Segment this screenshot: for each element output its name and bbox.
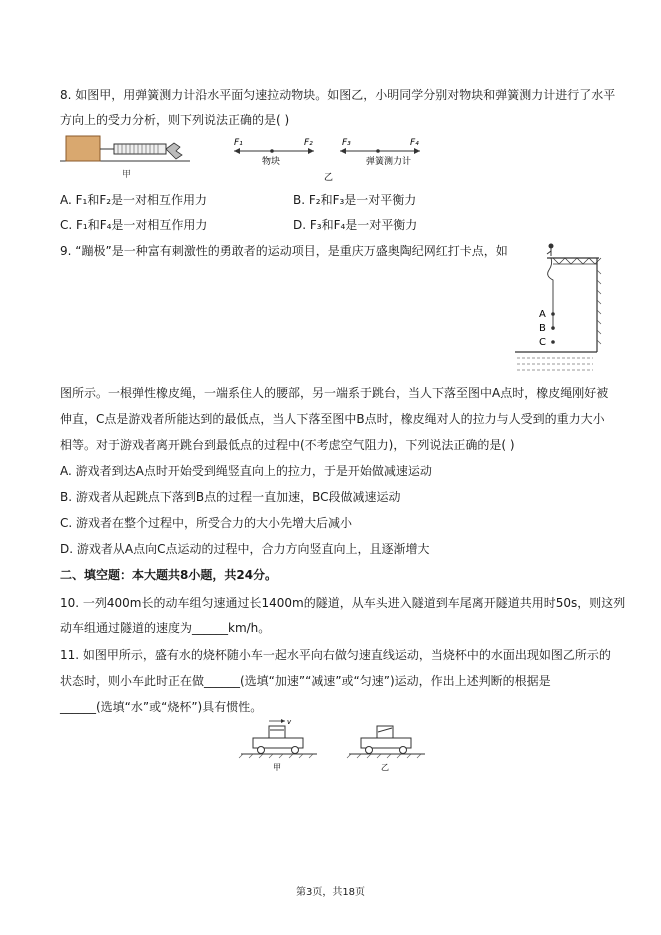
q10-line-1: 10. 一列400m长的动车组匀速通过长1400m的隧道，从车头进入隧道到车尾离开隧道共用时50s，则这列: [60, 596, 626, 610]
q9-stem-line-4: 相等。对于游戏者离开跳台到最低点的过程中(不考虑空气阻力)，下列说法正确的是( ): [60, 438, 515, 452]
force-f1-label: F₁: [234, 138, 243, 148]
fig-meter-label: 弹簧测力计: [366, 157, 412, 167]
q11-line-2: 状态时，则小车此时正在做______(选填“加速”“减速”或“匀速”)运动，作出上述判断的根据是: [60, 674, 551, 688]
page-footer: 第3页，共18页: [295, 887, 366, 898]
q9-stem-line-1: 9. “蹦极”是一种富有刺激性的勇敢者的运动项目，是重庆万盛奥陶纪网红打卡点，如: [60, 244, 508, 258]
q8-fig-jia-label: 甲: [122, 170, 132, 180]
q8-stem-line-2: 方向上的受力分析，则下列说法正确的是( ): [60, 113, 290, 127]
force-f4-label: F₄: [410, 138, 419, 148]
q9-bungee-figure: [513, 240, 603, 376]
section-2-title: 二、填空题：本大题共8小题，共24分。: [60, 568, 278, 582]
point-b-label: B: [539, 323, 546, 334]
q9-option-a: A. 游戏者到达A点时开始受到绳竖直向上的拉力，于是开始做减速运动: [60, 464, 432, 478]
q8-option-a: A. F₁和F₂是一对相互作用力: [60, 193, 208, 207]
q9-stem-line-3: 伸直，C点是游戏者所能达到的最低点，当人下落至图中B点时，橡皮绳对人的拉力与人受到的重力大小: [60, 412, 605, 426]
q10-line-2: 动车组通过隧道的速度为______km/h。: [60, 621, 271, 635]
q8-figure-yi: [230, 136, 430, 184]
q8-option-b: B. F₂和F₃是一对平衡力: [293, 193, 417, 207]
q9-stem-line-2: 图所示。一根弹性橡皮绳，一端系住人的腰部，另一端系于跳台，当人下落至图中A点时，橡皮绳刚好被: [60, 386, 609, 400]
q8-option-c: C. F₁和F₄是一对相互作用力: [60, 218, 208, 232]
q9-option-b: B. 游戏者从起跳点下落到B点的过程一直加速，BC段做减速运动: [60, 490, 401, 504]
fig-block-label: 物块: [262, 157, 281, 167]
q9-option-c: C. 游戏者在整个过程中，所受合力的大小先增大后减小: [60, 516, 353, 530]
q8-option-d: D. F₃和F₄是一对平衡力: [293, 218, 418, 232]
q11-fig-yi-label: 乙: [381, 763, 389, 772]
q11-figure: [233, 718, 433, 774]
force-f3-label: F₃: [342, 138, 351, 148]
point-c-label: C: [539, 337, 546, 348]
hand-shape: [166, 143, 182, 159]
velocity-label: v: [287, 718, 292, 726]
force-f2-label: F₂: [304, 138, 313, 148]
block-shape: [66, 136, 100, 161]
q11-line-1: 11. 如图甲所示，盛有水的烧杯随小车一起水平向右做匀速直线运动，当烧杯中的水面出现如图乙所示的: [60, 648, 611, 662]
q8-fig-yi-label: 乙: [324, 173, 334, 183]
q9-option-d: D. 游戏者从A点向C点运动的过程中，合力方向竖直向上，且逐渐增大: [60, 542, 430, 556]
q11-line-3: ______(选填“水”或“烧杯”)具有惯性。: [60, 700, 263, 714]
point-a-label: A: [539, 309, 546, 320]
q11-fig-jia-label: 甲: [273, 763, 281, 772]
beaker-jia-shape: [269, 726, 285, 738]
q8-figure-jia: [60, 133, 200, 181]
q8-stem-line-1: 8. 如图甲，用弹簧测力计沿水平面匀速拉动物块。如图乙，小明同学分别对物块和弹簧测力计进行了水平: [60, 88, 616, 102]
